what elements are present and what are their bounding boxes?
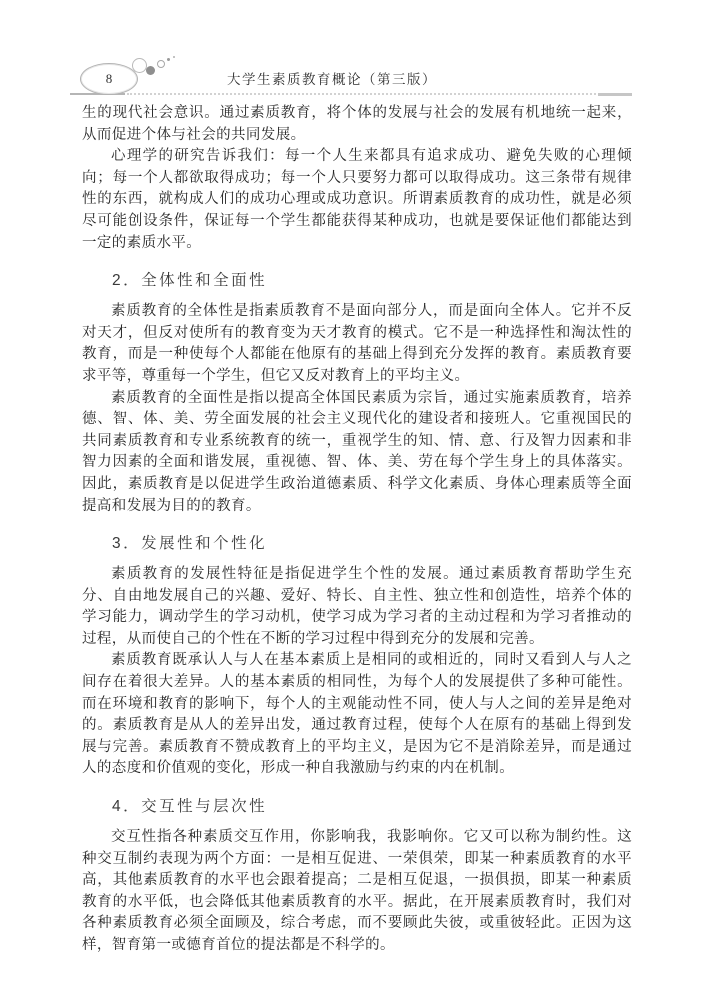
section-heading-2: 2．全体性和全面性 [112, 272, 268, 290]
paragraph: 素质教育的发展性特征是指促进学生个性的发展。通过素质教育帮助学生充分、自由地发展自己的兴趣、爱好、特长、自主性、独立性和创造性，培养个体的学习能力，调动学生的学习动机，使学习成为学习者的主动过程和为学习者推动的过程，从而使自己的个性在不断的学习过程中得到充分的发展和完善。 [82, 566, 632, 647]
rule-solid-right [598, 93, 632, 96]
paragraph: 素质教育的全面性是指以提高全体国民素质为宗旨，通过实施素质教育，培养德、智、体、美、劳全面发展的社会主义现代化的建设者和接班人。它重视国民的共同素质教育和专业系统教育的统一，重视学生的知、情、意、行及智力因素和非智力因素的全面和谐发展，重视德、智、体、美、劳在每个学生身上的具体落实。因此，素质教育是以促进学生政治道德素质、科学文化素质、身体心理素质等全面提高和发展为目的的教育。 [82, 389, 632, 514]
rule-dotted [127, 93, 596, 95]
bubble-filled-icon [146, 66, 155, 75]
paragraph: 交互性指各种素质交互作用，你影响我，我影响你。它又可以称为制约性。这种交互制约表现为两个方面：一是相互促进、一荣俱荣，即某一种素质教育的水平高，其他素质教育的水平也会跟着提高；二是相互促退，一损俱损，即某一种素质教育的水平低，也会降低其他素质教育的水平。据此，在开展素质教育时，我们对各种素质教育必须全面顾及，综合考虑，而不要顾此失彼，或重彼轻此。正因为这样，智育第一或德育首位的提法都是不科学的。 [82, 829, 632, 953]
running-head-title: 大学生素质教育概论（第三版） [227, 72, 437, 87]
bubble-tiny-dot-icon [173, 56, 175, 58]
header-rule [70, 92, 632, 96]
page-header [0, 0, 706, 96]
paragraph: 心理学的研究告诉我们：每一个人生来都具有追求成功、避免失败的心理倾向；每一个人都欲取得成功；每一个人只要努力都可以取得成功。这三条带有规律性的东西，就构成人们的成功心理或成功意识。所谓素质教育的成功性，就是必须尽可能创设条件，保证每一个学生都能获得某种成功，也就是要保证他们都能达到一定的素质水平。 [82, 148, 632, 251]
section-heading-4: 4．交互性与层次性 [112, 798, 268, 816]
paragraph: 素质教育既承认人与人在基本素质上是相同的或相近的，同时又看到人与人之间存在着很大差异。人的基本素质的相同性，为每个人的发展提供了多种可能性。而在环境和教育的影响下，每个人的主观能动性不同，使人与人之间的差异是绝对的。素质教育是从人的差异出发，通过教育过程，使每个人在原有的基础上得到发展与完善。素质教育不赞成教育上的平均主义，是因为它不是消除差异，而是通过人的态度和价值观的变化，形成一种自我激励与约束的内在机制。 [82, 652, 632, 777]
section-heading-3: 3．发展性和个性化 [112, 535, 268, 553]
paragraph-continuation: 生的现代社会意识。通过素质教育，将个体的发展与社会的发展有机地统一起来，从而促进个体与社会的共同发展。 [82, 105, 632, 143]
paragraph: 素质教育的全体性是指素质教育不是面向部分人，而是面向全体人。它并不反对天才，但反对使所有的教育变为天才教育的模式。它不是一种选择性和淘汰性的教育，而是一种使每个人都能在他原有的基础上得到充分发挥的教育。素质教育要求平等，尊重每一个学生，但它又反对教育上的平均主义。 [82, 303, 632, 384]
bubble-small-outline-icon [157, 60, 165, 68]
page-number: 8 [105, 71, 113, 86]
body-text-column [82, 103, 632, 957]
page-number-badge [80, 63, 138, 95]
bubble-dot-icon [167, 58, 170, 61]
